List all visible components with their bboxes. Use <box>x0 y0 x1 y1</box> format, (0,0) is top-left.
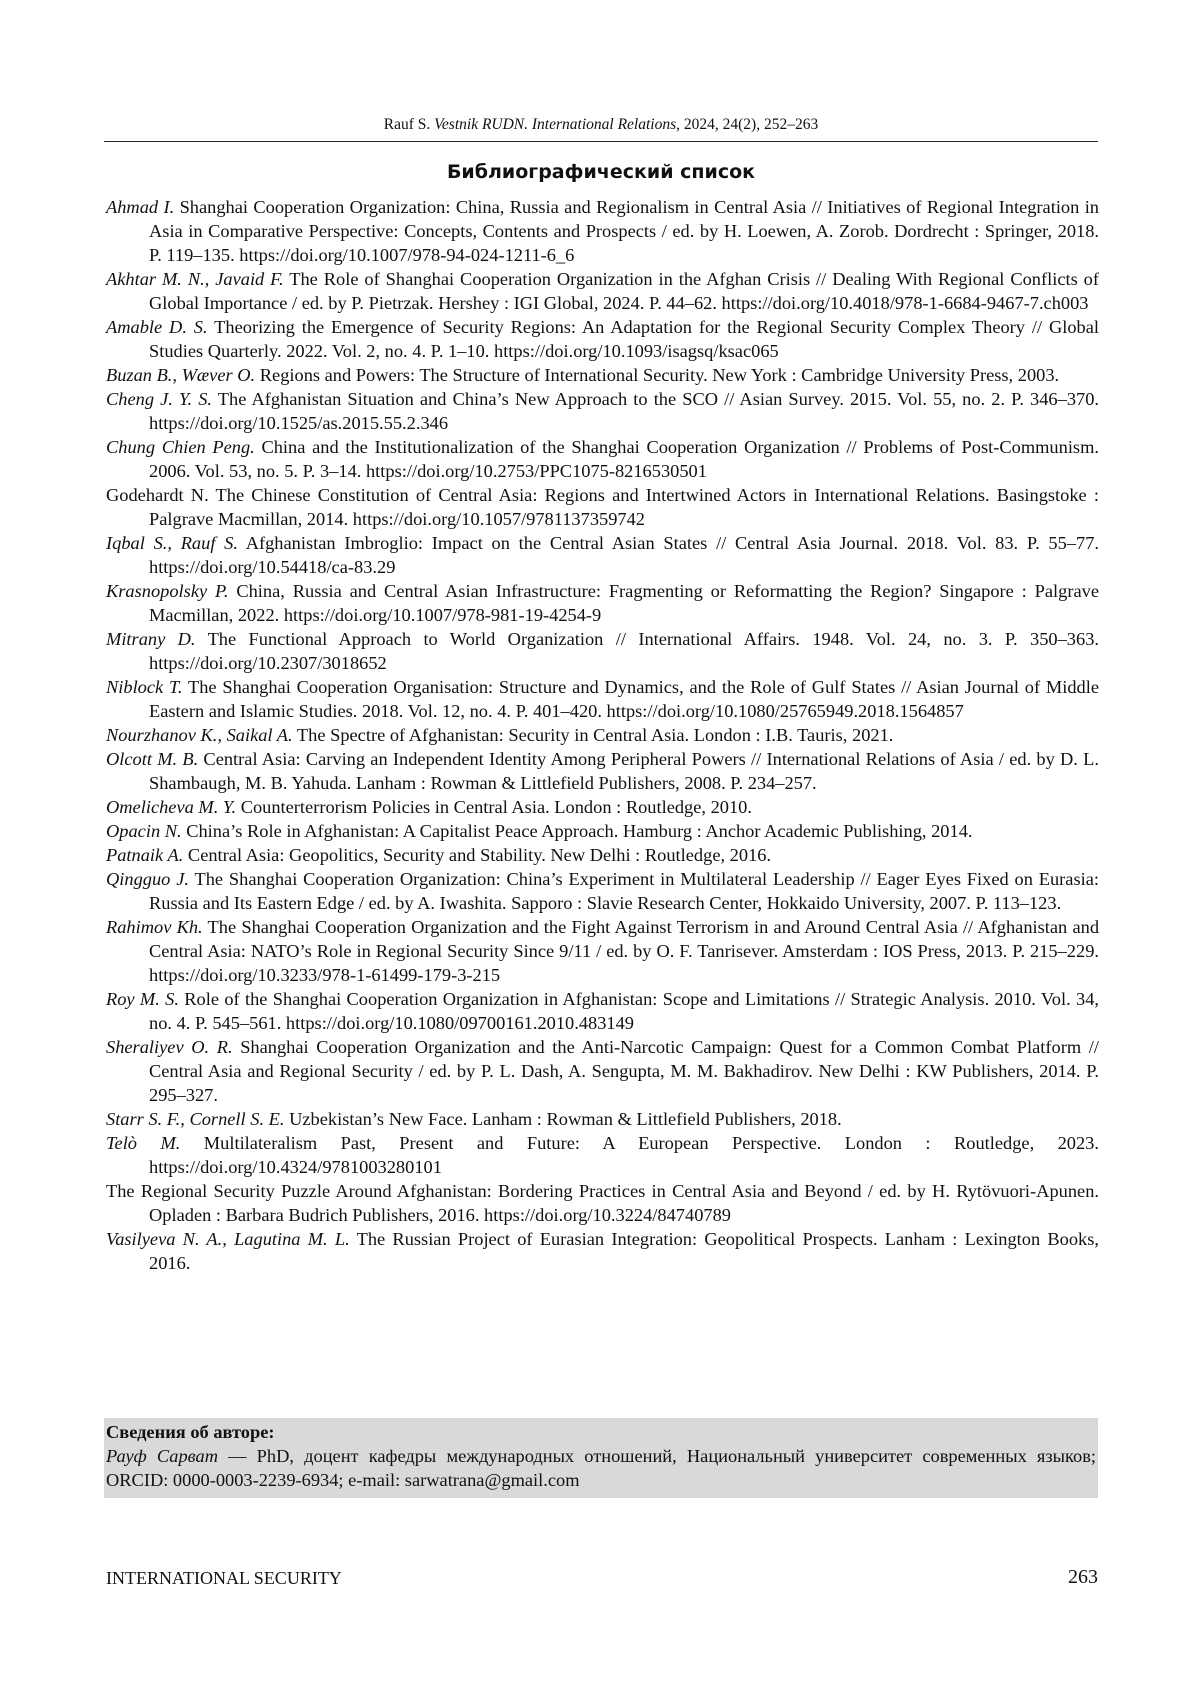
reference-authors: Opacin N. <box>106 821 182 841</box>
reference-item <box>106 1131 1099 1179</box>
reference-authors: Roy M. S. <box>106 989 179 1009</box>
reference-item <box>106 315 1099 363</box>
footer-section-name: INTERNATIONAL SECURITY <box>106 1568 342 1589</box>
reference-text: Central Asia: Geopolitics, Security and Stability. New Delhi : Routledge, 2016. <box>188 845 771 865</box>
page-number: 263 <box>1068 1566 1098 1589</box>
reference-text: The Functional Approach to World Organization // International Affairs. 1948. Vol. 24, no. 3. P. 350–363. https://doi.org/10.2307/3018652 <box>149 629 1099 673</box>
reference-item <box>106 531 1099 579</box>
reference-text: Central Asia: Carving an Independent Identity Among Peripheral Powers // International Relations of Asia / ed. by D. L. Shambaugh, M. B. Yahuda. Lanham : Rowman & Littlefield Publishers, 2008. P. 234–257. <box>149 749 1099 793</box>
reference-authors: Vasilyeva N. A., Lagutina M. L. <box>106 1229 350 1249</box>
reference-item <box>106 987 1099 1035</box>
reference-text: The Shanghai Cooperation Organisation: Structure and Dynamics, and the Role of Gulf States // Asian Journal of Middle Eastern and Islamic Studies. 2018. Vol. 12, no. 4. P. 401–420. https://doi.org/10.1080/25765949.2018.1564857 <box>149 677 1099 721</box>
reference-item <box>106 1107 1099 1131</box>
reference-authors: Sheraliyev O. R. <box>106 1037 233 1057</box>
reference-item <box>106 579 1099 627</box>
running-header <box>104 116 1098 134</box>
reference-text: Shanghai Cooperation Organization and the Anti-Narcotic Campaign: Quest for a Common Combat Platform // Central Asia and Regional Security / ed. by P. L. Dash, A. Sengupta, M. M. Bakhadirov. New Delhi : KW Publishers, 2014. P. 295–327. <box>149 1037 1099 1105</box>
reference-authors: Chung Chien Peng. <box>106 437 255 457</box>
reference-item <box>106 747 1099 795</box>
reference-item <box>106 819 1099 843</box>
reference-text: The Russian Project of Eurasian Integration: Geopolitical Prospects. Lanham : Lexington Books, 2016. <box>149 1229 1099 1273</box>
reference-authors: Nourzhanov K., Saikal A. <box>106 725 293 745</box>
section-title: Библиографический список <box>104 161 1098 183</box>
reference-authors: Olcott M. B. <box>106 749 198 769</box>
reference-item <box>106 363 1099 387</box>
reference-authors: Omelicheva M. Y. <box>106 797 236 817</box>
reference-item <box>106 195 1099 267</box>
reference-text: The Spectre of Afghanistan: Security in Central Asia. London : I.B. Tauris, 2021. <box>297 725 893 745</box>
reference-authors: Telò M. <box>106 1133 180 1153</box>
reference-item <box>106 795 1099 819</box>
reference-item <box>106 915 1099 987</box>
reference-text: Shanghai Cooperation Organization: China, Russia and Regionalism in Central Asia // Initiatives of Regional Integration in Asia in Comparative Perspective: Concepts, Contents and Prospects / ed. by H. Loewen, A. Zorob. Dordrecht : Springer, 2018. P. 119–135. https://doi.org/10.1007/978-94-024-1211-6_6 <box>149 197 1099 265</box>
reference-authors: Iqbal S., Rauf S. <box>106 533 238 553</box>
reference-authors: Amable D. S. <box>106 317 208 337</box>
reference-item <box>106 1227 1099 1275</box>
reference-item <box>106 627 1099 675</box>
reference-text: Regions and Powers: The Structure of International Security. New York : Cambridge University Press, 2003. <box>260 365 1059 385</box>
author-name: Рауф Сарват <box>106 1446 218 1466</box>
reference-item <box>106 843 1099 867</box>
header-author: Rauf S. <box>384 116 431 133</box>
reference-text: The Regional Security Puzzle Around Afghanistan: Bordering Practices in Central Asia and Beyond / ed. by H. Rytövuori-Apunen. Opladen : Barbara Budrich Publishers, 2016. https://doi.org/10.3224/84740789 <box>106 1181 1099 1225</box>
author-info-heading: Сведения об авторе: <box>106 1420 1096 1444</box>
reference-authors: Mitrany D. <box>106 629 196 649</box>
reference-item <box>106 435 1099 483</box>
reference-text: Multilateralism Past, Present and Future: A European Perspective. London : Routledge, 2023. https://doi.org/10.4324/9781003280101 <box>149 1133 1099 1177</box>
reference-item <box>106 723 1099 747</box>
reference-item <box>106 675 1099 723</box>
reference-text: China, Russia and Central Asian Infrastructure: Fragmenting or Reformatting the Region? Singapore : Palgrave Macmillan, 2022. https://doi.org/10.1007/978-981-19-4254-9 <box>149 581 1099 625</box>
reference-authors: Starr S. F., Cornell S. E. <box>106 1109 284 1129</box>
reference-text: Role of the Shanghai Cooperation Organization in Afghanistan: Scope and Limitations // Strategic Analysis. 2010. Vol. 34, no. 4. P. 545–561. https://doi.org/10.1080/09700161.2010.483149 <box>149 989 1099 1033</box>
reference-authors: Patnaik A. <box>106 845 183 865</box>
author-info-box <box>104 1418 1098 1498</box>
reference-item <box>106 387 1099 435</box>
reference-text: Afghanistan Imbroglio: Impact on the Central Asian States // Central Asia Journal. 2018. Vol. 83. P. 55–77. https://doi.org/10.54418/ca-83.29 <box>149 533 1099 577</box>
reference-text: The Shanghai Cooperation Organization: China’s Experiment in Multilateral Leadership // Eager Eyes Fixed on Eurasia: Russia and Its Eastern Edge / ed. by A. Iwashita. Sapporo : Slavie Research Center, Hokkaido University, 2007. P. 113–123. <box>149 869 1099 913</box>
reference-item <box>106 483 1099 531</box>
reference-text: Theorizing the Emergence of Security Regions: An Adaptation for the Regional Security Complex Theory // Global Studies Quarterly. 2022. Vol. 2, no. 4. P. 1–10. https://doi.org/10.1093/isagsq/ksac065 <box>149 317 1099 361</box>
reference-authors: Cheng J. Y. S. <box>106 389 212 409</box>
reference-authors: Akhtar M. N., Javaid F. <box>106 269 284 289</box>
reference-text: The Afghanistan Situation and China’s New Approach to the SCO // Asian Survey. 2015. Vol. 55, no. 2. P. 346–370. https://doi.org/10.1525/as.2015.55.2.346 <box>149 389 1099 433</box>
reference-text: The Shanghai Cooperation Organization and the Fight Against Terrorism in and Around Central Asia // Afghanistan and Central Asia: NATO’s Role in Regional Security Since 9/11 / ed. by O. F. Tanrisever. Amsterdam : IOS Press, 2013. P. 215–229. https://doi.org/10.3233/978-1-61499-179-3-215 <box>149 917 1099 985</box>
reference-text: Uzbekistan’s New Face. Lanham : Rowman & Littlefield Publishers, 2018. <box>289 1109 842 1129</box>
reference-authors: Qingguo J. <box>106 869 189 889</box>
header-journal: Vestnik RUDN. International Relations <box>434 116 676 133</box>
reference-authors: Niblock T. <box>106 677 182 697</box>
reference-item <box>106 1035 1099 1107</box>
reference-text: Counterterrorism Policies in Central Asia. London : Routledge, 2010. <box>241 797 752 817</box>
reference-authors: Rahimov Kh. <box>106 917 203 937</box>
header-divider <box>104 141 1098 142</box>
reference-authors: Ahmad I. <box>106 197 174 217</box>
author-details: — PhD, доцент кафедры международных отношений, Национальный университет современных языков; ORCID: 0000-0003-2239-6934; e-mail: sarwatrana@gmail.com <box>106 1446 1096 1490</box>
reference-item <box>106 867 1099 915</box>
reference-text: The Role of Shanghai Cooperation Organization in the Afghan Crisis // Dealing With Regional Conflicts of Global Importance / ed. by P. Pietrzak. Hershey : IGI Global, 2024. P. 44–62. https://doi.org/10.4018/978-1-6684-9467-7.ch003 <box>149 269 1099 313</box>
reference-list <box>106 195 1099 1275</box>
reference-item <box>106 1179 1099 1227</box>
reference-authors: Buzan B., Wæver O. <box>106 365 255 385</box>
reference-text: Godehardt N. The Chinese Constitution of Central Asia: Regions and Intertwined Actors in International Relations. Basingstoke : Palgrave Macmillan, 2014. https://doi.org/10.1057/9781137359742 <box>106 485 1099 529</box>
reference-item <box>106 267 1099 315</box>
header-issue: , 2024, 24(2), 252–263 <box>676 116 818 133</box>
reference-authors: Krasnopolsky P. <box>106 581 228 601</box>
reference-text: China’s Role in Afghanistan: A Capitalist Peace Approach. Hamburg : Anchor Academic Publishing, 2014. <box>186 821 972 841</box>
reference-text: China and the Institutionalization of the Shanghai Cooperation Organization // Problems of Post-Communism. 2006. Vol. 53, no. 5. P. 3–14. https://doi.org/10.2753/PPC1075-8216530501 <box>149 437 1099 481</box>
